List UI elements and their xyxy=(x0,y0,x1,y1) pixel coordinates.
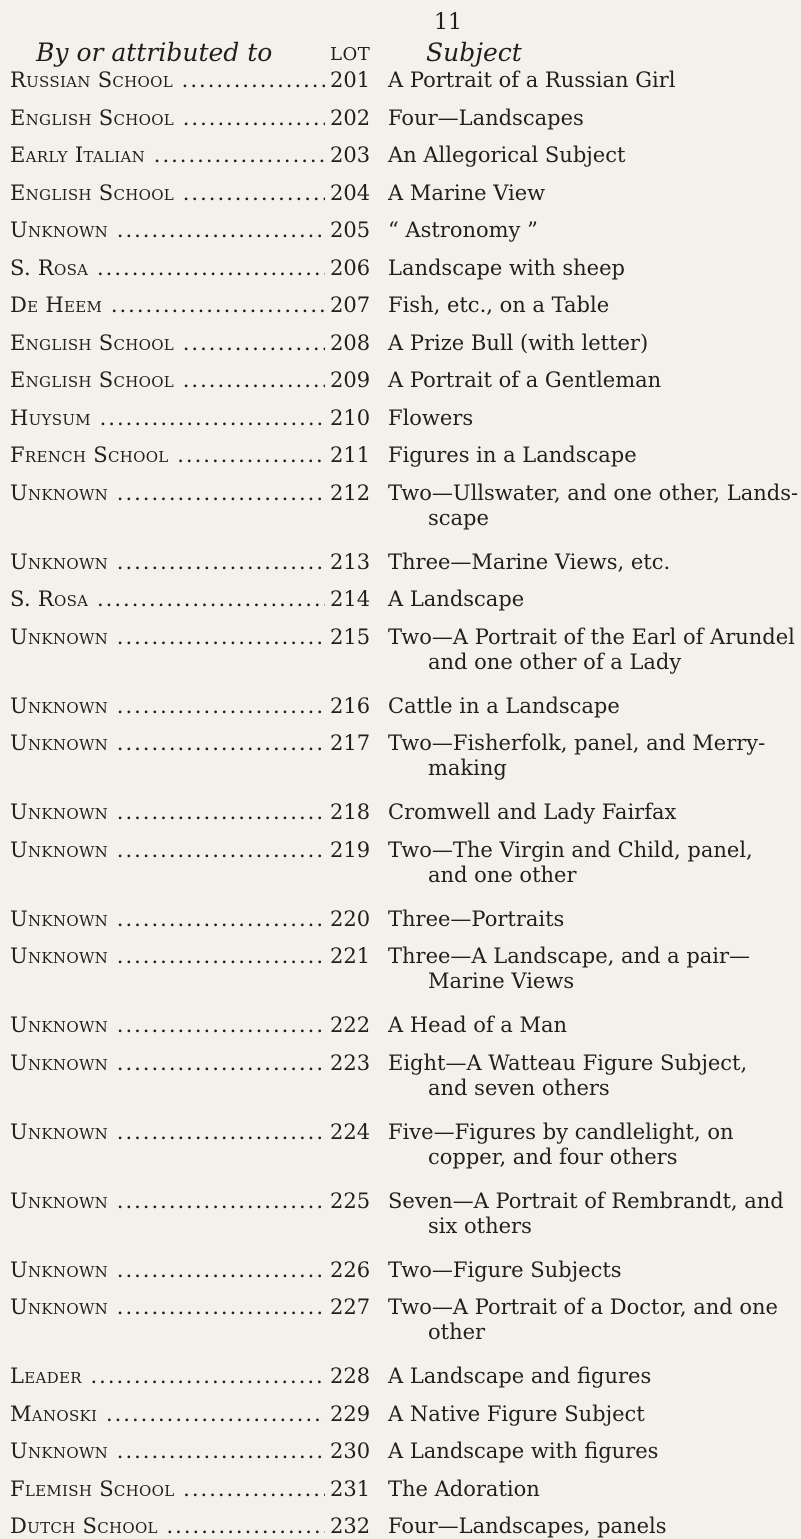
attribution: English School ..... xyxy=(10,181,325,205)
subject-line: and one other of a Lady xyxy=(428,649,682,674)
subject xyxy=(388,331,788,356)
attribution: Unknown ..... xyxy=(10,218,325,242)
lot-number: 230 xyxy=(330,1439,371,1463)
subject-line: The Adoration xyxy=(388,1476,540,1501)
lot-number: 229 xyxy=(330,1401,371,1426)
subject xyxy=(388,1364,788,1389)
subject-line: A Head of a Man xyxy=(388,1013,568,1037)
attribution: Russian School ..... xyxy=(10,68,325,92)
subject xyxy=(388,550,788,575)
subject-line: and seven others xyxy=(428,1075,610,1100)
subject-line: “ Astronomy ” xyxy=(388,218,538,242)
subject xyxy=(388,1013,788,1038)
attribution: Unknown ..... xyxy=(10,800,325,824)
lot-number: 223 xyxy=(330,1050,371,1075)
lot-number: 204 xyxy=(330,180,371,205)
lot-number: 226 xyxy=(330,1257,371,1282)
subject-line: Cattle in a Landscape xyxy=(388,693,620,718)
attribution: English School ..... xyxy=(10,331,325,355)
subject-line: Two—A Portrait of the Earl of Arundel xyxy=(388,624,795,649)
subject-line: A Native Figure Subject xyxy=(388,1401,645,1426)
subject xyxy=(388,1477,788,1502)
subject xyxy=(388,694,788,719)
lot-number: 217 xyxy=(330,731,371,755)
attribution: De Heem ..... xyxy=(10,293,325,317)
subject xyxy=(388,181,788,206)
lot-number: 214 xyxy=(330,587,371,611)
subject-line: Two—A Portrait of a Doctor, and one xyxy=(388,1295,778,1319)
subject xyxy=(388,443,788,468)
attribution: Leader ..... xyxy=(10,1364,325,1388)
subject xyxy=(388,68,788,93)
attribution: Unknown ..... xyxy=(10,1258,325,1282)
subject-line: A Prize Bull (with letter) xyxy=(388,330,649,355)
attribution: Unknown ..... xyxy=(10,1120,325,1144)
lot-number: 221 xyxy=(330,944,371,968)
subject-line: Two—Ullswater, and one other, Lands- xyxy=(388,480,799,505)
lot-header: LOT xyxy=(330,44,371,65)
subject xyxy=(388,256,788,281)
subject-line: Marine Views xyxy=(428,969,575,993)
subject-line: Three—Portraits xyxy=(388,906,565,931)
attribution: Unknown ..... xyxy=(10,481,325,505)
subject xyxy=(388,587,788,612)
lot-number: 224 xyxy=(330,1119,371,1144)
attribution-header: By or attributed to xyxy=(36,38,273,67)
subject-line: Figures in a Landscape xyxy=(388,443,637,467)
attribution: S. Rosa ..... xyxy=(10,587,325,611)
lot-number: 205 xyxy=(330,218,371,242)
subject-line: Cromwell and Lady Fairfax xyxy=(388,800,677,824)
subject-line: An Allegorical Subject xyxy=(388,143,626,167)
subject-line: Landscape with sheep xyxy=(388,255,625,280)
lot-number: 201 xyxy=(330,68,371,92)
subject xyxy=(388,1402,788,1427)
lot-number: 228 xyxy=(330,1364,371,1388)
subject-line: Five—Figures by candlelight, on xyxy=(388,1119,734,1144)
lot-number: 202 xyxy=(330,105,371,130)
attribution: Huysum ..... xyxy=(10,406,325,430)
subject xyxy=(388,800,788,825)
subject xyxy=(388,1189,788,1239)
subject-line: Four—Landscapes, panels xyxy=(388,1514,667,1538)
attribution: English School ..... xyxy=(10,106,325,130)
subject xyxy=(388,143,788,168)
subject-line: A Portrait of a Russian Girl xyxy=(388,68,676,92)
subject xyxy=(388,406,788,431)
lot-number: 218 xyxy=(330,800,371,824)
attribution: Dutch School ..... xyxy=(10,1514,325,1538)
subject-line: Three—Marine Views, etc. xyxy=(388,549,671,574)
attribution: Flemish School ..... xyxy=(10,1477,325,1501)
lot-number: 203 xyxy=(330,143,371,167)
lot-number: 208 xyxy=(330,330,371,355)
subject-line: six others xyxy=(428,1213,532,1238)
subject xyxy=(388,944,788,994)
subject-line: Seven—A Portrait of Rembrandt, and xyxy=(388,1188,784,1213)
lot-number: 213 xyxy=(330,549,371,574)
subject-header: Subject xyxy=(426,38,522,67)
subject-line: other xyxy=(428,1320,486,1344)
lot-number: 219 xyxy=(330,837,371,862)
attribution: Unknown ..... xyxy=(10,1439,325,1463)
subject-line: Flowers xyxy=(388,405,474,430)
subject-line: Four—Landscapes xyxy=(388,105,584,130)
attribution: Early Italian ..... xyxy=(10,143,325,167)
lot-number: 212 xyxy=(330,480,371,505)
lot-number: 216 xyxy=(330,693,371,718)
attribution: Manoski ..... xyxy=(10,1402,325,1426)
subject xyxy=(388,1258,788,1283)
lot-number: 227 xyxy=(330,1295,371,1319)
subject-line: Eight—A Watteau Figure Subject, xyxy=(388,1050,748,1075)
lot-number: 211 xyxy=(330,443,371,467)
subject-line: copper, and four others xyxy=(428,1144,678,1169)
attribution: Unknown ..... xyxy=(10,550,325,574)
subject xyxy=(388,907,788,932)
subject-line: A Landscape and figures xyxy=(388,1364,652,1388)
lot-number: 231 xyxy=(330,1476,371,1501)
attribution: Unknown ..... xyxy=(10,625,325,649)
attribution: Unknown ..... xyxy=(10,1295,325,1319)
lot-number: 215 xyxy=(330,624,371,649)
subject-line: Three—A Landscape, and a pair— xyxy=(388,944,751,968)
attribution: Unknown ..... xyxy=(10,944,325,968)
attribution: Unknown ..... xyxy=(10,1051,325,1075)
attribution: Unknown ..... xyxy=(10,694,325,718)
subject xyxy=(388,368,788,393)
subject xyxy=(388,480,799,531)
attribution: French School ..... xyxy=(10,443,325,467)
subject-line: making xyxy=(428,756,507,780)
subject-line: scape xyxy=(428,505,489,530)
lot-number: 225 xyxy=(330,1188,371,1213)
lot-number: 209 xyxy=(330,368,371,392)
lot-number: 222 xyxy=(330,1013,371,1037)
attribution: Unknown ..... xyxy=(10,1189,325,1213)
subject-line: Fish, etc., on a Table xyxy=(388,293,610,317)
subject xyxy=(388,1514,788,1539)
lot-number: 232 xyxy=(330,1514,371,1538)
attribution: S. Rosa ..... xyxy=(10,256,325,280)
subject xyxy=(388,218,788,243)
page-number: 11 xyxy=(434,10,462,35)
attribution: English School ..... xyxy=(10,368,325,392)
subject-line: A Landscape with figures xyxy=(388,1439,659,1463)
subject xyxy=(388,1439,788,1464)
lot-number: 210 xyxy=(330,405,371,430)
subject-line: A Landscape xyxy=(388,587,525,611)
lot-number: 207 xyxy=(330,293,371,317)
subject-line: A Portrait of a Gentleman xyxy=(388,368,662,392)
subject-line: Two—The Virgin and Child, panel, xyxy=(388,837,753,862)
subject-line: Two—Fisherfolk, panel, and Merry- xyxy=(388,731,766,755)
subject xyxy=(388,731,788,781)
lot-number: 220 xyxy=(330,906,371,931)
subject xyxy=(388,106,788,131)
subject xyxy=(388,838,788,888)
subject-line: and one other xyxy=(428,862,577,887)
subject xyxy=(388,624,795,675)
lot-number: 206 xyxy=(330,255,371,280)
subject xyxy=(388,1120,788,1170)
subject-line: Two—Figure Subjects xyxy=(388,1257,622,1282)
attribution: Unknown ..... xyxy=(10,731,325,755)
subject xyxy=(388,293,788,318)
subject-line: A Marine View xyxy=(388,180,546,205)
attribution: Unknown ..... xyxy=(10,838,325,862)
attribution: Unknown ..... xyxy=(10,907,325,931)
attribution: Unknown ..... xyxy=(10,1013,325,1037)
subject xyxy=(388,1295,788,1345)
subject xyxy=(388,1051,788,1101)
